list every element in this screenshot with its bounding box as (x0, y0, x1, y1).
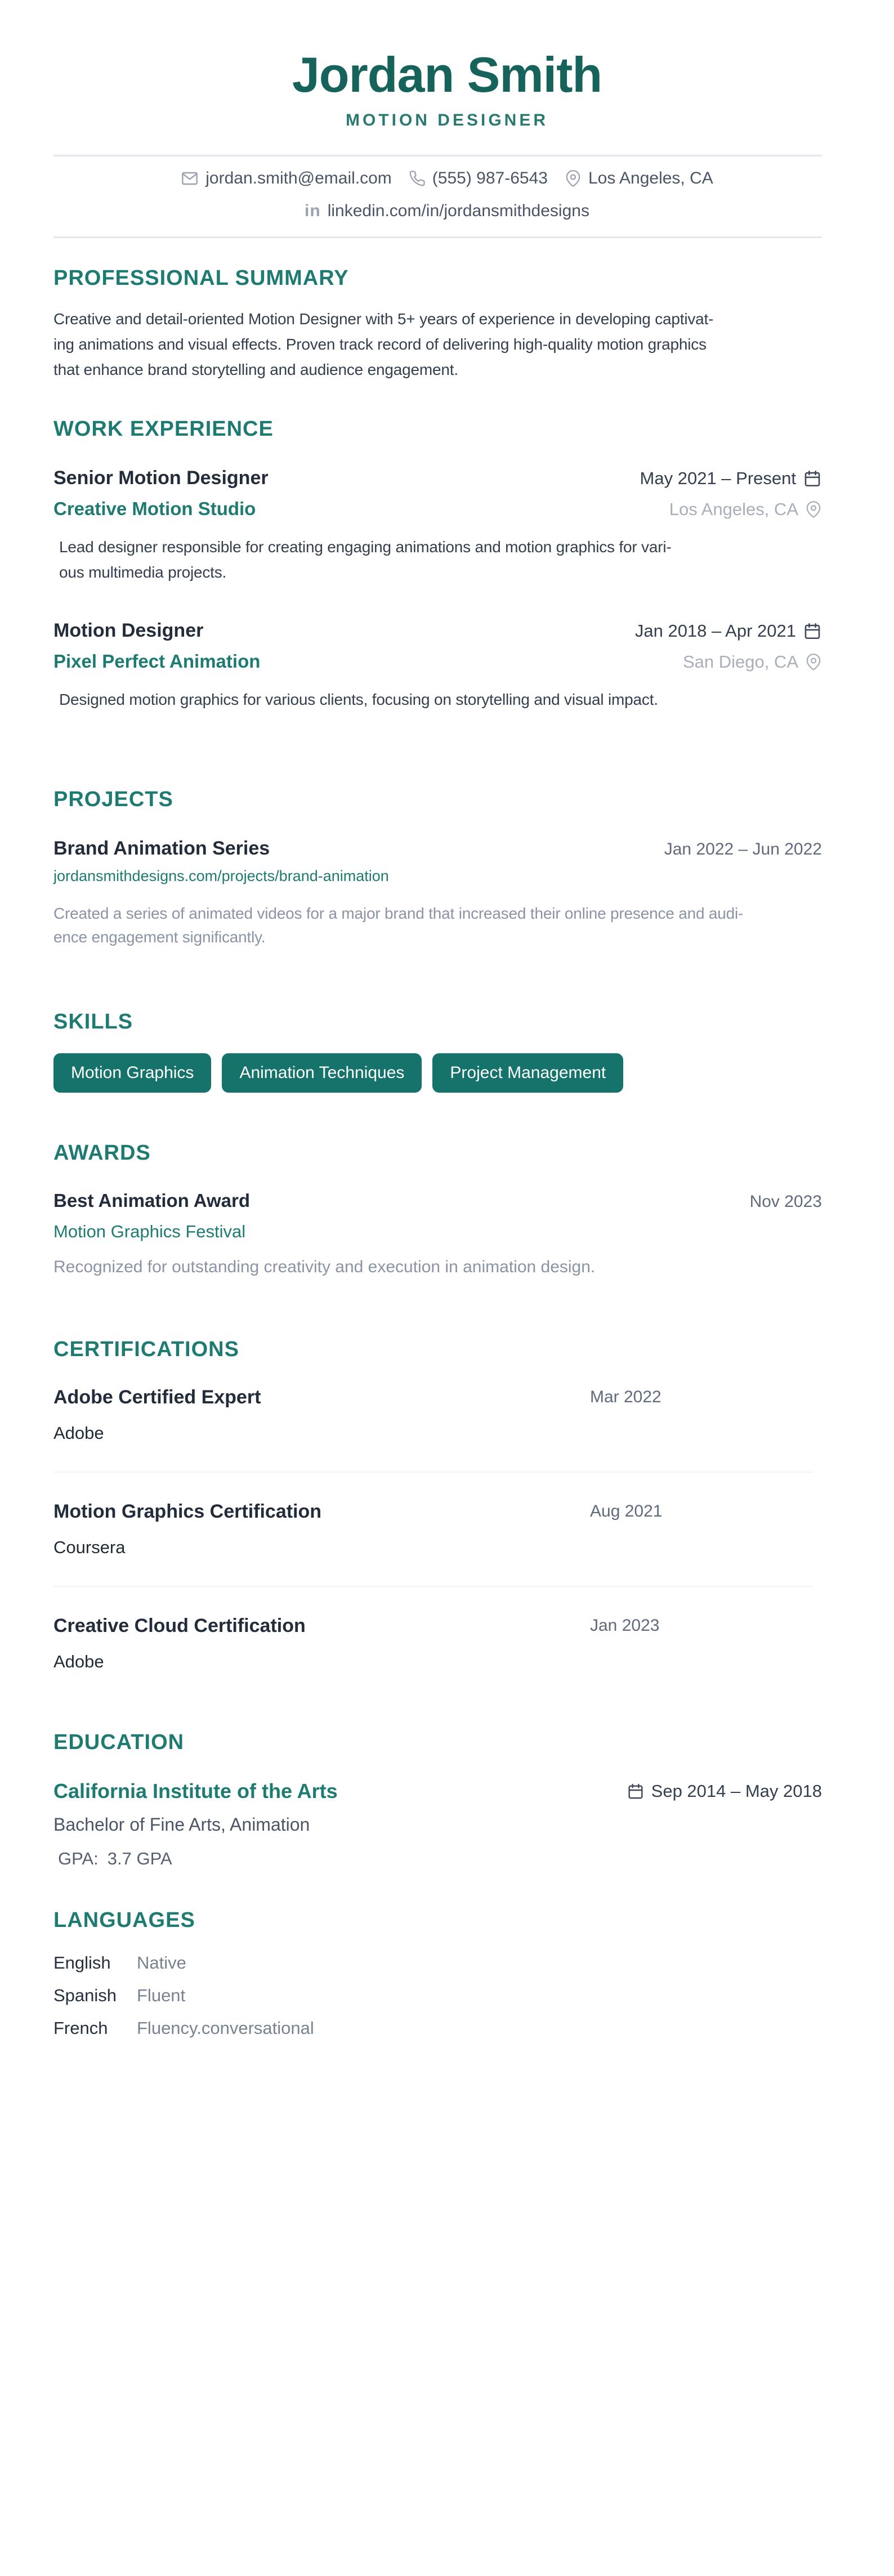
language-row (53, 1985, 822, 2006)
certification-issuer: Coursera (53, 1537, 126, 1557)
job-location: Los Angeles, CA (669, 499, 798, 519)
project-url[interactable]: jordansmithdesigns.com/projects/brand-animation (53, 867, 389, 884)
job-dates: Jan 2018 – Apr 2021 (634, 620, 796, 641)
summary-paragraph (53, 306, 822, 382)
project-entry (53, 838, 822, 949)
job-company: Pixel Perfect Animation (53, 650, 261, 672)
map-pin-icon (565, 170, 582, 187)
candidate-name: Jordan Smith (292, 47, 602, 102)
work-experience-heading: WORK EXPERIENCE (53, 417, 274, 441)
certifications-heading: CERTIFICATIONS (53, 1337, 239, 1361)
certification-date: Jan 2023 (590, 1616, 660, 1635)
project-description-line: Created a series of animated videos for a major brand that increased their online presence and audi- (53, 904, 744, 922)
contact-phone-text: (555) 987-6543 (432, 168, 548, 187)
job-company: Creative Motion Studio (53, 498, 256, 519)
section-professional-summary (53, 266, 822, 382)
section-skills (53, 1010, 822, 1093)
skill-badge: Project Management (432, 1053, 623, 1093)
section-projects (53, 788, 822, 949)
section-certifications (53, 1338, 822, 1672)
contact-email (181, 169, 392, 188)
contact-phone (409, 169, 548, 188)
gpa-value: 3.7 GPA (107, 1848, 172, 1868)
email-icon (181, 169, 199, 187)
education-dates: Sep 2014 – May 2018 (651, 1781, 822, 1801)
skills-list (53, 1053, 822, 1093)
certification-entry (53, 1501, 822, 1558)
language-fluency: Native (137, 1952, 186, 1973)
certification-divider (53, 1472, 813, 1473)
contact-linkedin (305, 202, 589, 221)
certification-name: Motion Graphics Certification (53, 1500, 322, 1522)
candidate-job-title: MOTION DESIGNER (345, 110, 548, 129)
award-date: Nov 2023 (749, 1192, 822, 1211)
certification-issuer: Adobe (53, 1423, 104, 1443)
award-description: Recognized for outstanding creativity and execution in animation design. (53, 1257, 596, 1276)
certification-entry (53, 1387, 822, 1443)
education-degree: Bachelor of Fine Arts, Animation (53, 1814, 310, 1835)
language-row (53, 1953, 822, 1973)
education-heading: EDUCATION (53, 1730, 185, 1754)
education-gpa (53, 1849, 822, 1869)
education-school: California Institute of the Arts (53, 1779, 338, 1803)
section-languages (53, 1908, 822, 2038)
section-education (53, 1730, 822, 1869)
language-name: English (53, 1952, 111, 1973)
section-awards (53, 1141, 822, 1277)
job-description (53, 534, 822, 585)
header-divider-bottom (53, 236, 822, 238)
award-name: Best Animation Award (53, 1189, 250, 1211)
header-divider-top (53, 155, 822, 156)
linkedin-icon: in (305, 201, 321, 220)
certification-entry (53, 1615, 822, 1672)
contact-email-text[interactable]: jordan.smith@email.com (205, 168, 392, 187)
job-description-line: Lead designer responsible for creating engaging animations and motion graphics for vari- (59, 538, 672, 556)
language-row (53, 2018, 822, 2038)
certification-issuer: Adobe (53, 1651, 104, 1671)
contact-row-primary (53, 169, 841, 188)
calendar-icon (803, 469, 822, 488)
gpa-label: GPA: (58, 1848, 99, 1868)
job-location: San Diego, CA (682, 651, 798, 672)
languages-list (53, 1953, 822, 2038)
contact-row-secondary (53, 202, 841, 221)
certification-divider (53, 1586, 813, 1587)
calendar-icon (627, 1782, 645, 1800)
award-entry (53, 1190, 822, 1277)
projects-heading: PROJECTS (53, 787, 173, 811)
job-dates: May 2021 – Present (640, 468, 796, 488)
contact-location (565, 169, 713, 188)
skill-badge: Motion Graphics (53, 1053, 211, 1093)
job-description-line: Designed motion graphics for various clients, focusing on storytelling and visual impact. (59, 690, 658, 708)
project-description (53, 902, 822, 949)
certification-date: Mar 2022 (590, 1387, 661, 1406)
project-name: Brand Animation Series (53, 837, 270, 859)
job-title: Motion Designer (53, 619, 204, 641)
job-description (53, 687, 822, 712)
skills-heading: SKILLS (53, 1009, 133, 1034)
summary-line: that enhance brand storytelling and audience engagement. (53, 360, 458, 378)
phone-icon (409, 170, 426, 187)
language-name: French (53, 2018, 108, 2038)
project-description-line: ence engagement significantly. (53, 928, 266, 946)
languages-heading: LANGUAGES (53, 1908, 195, 1932)
summary-heading: PROFESSIONAL SUMMARY (53, 266, 349, 290)
map-pin-icon (805, 501, 822, 518)
calendar-icon (803, 621, 822, 641)
language-fluency: Fluent (137, 1985, 186, 2005)
project-dates: Jan 2022 – Jun 2022 (664, 839, 822, 858)
job-description-line: ous multimedia projects. (59, 563, 227, 581)
certification-name: Adobe Certified Expert (53, 1386, 261, 1408)
summary-line: ing animations and visual effects. Proven track record of delivering high-quality motion graphics (53, 335, 707, 353)
job-title: Senior Motion Designer (53, 467, 269, 489)
resume-page (0, 47, 894, 2576)
language-name: Spanish (53, 1985, 117, 2005)
skill-badge: Animation Techniques (222, 1053, 422, 1093)
certification-date: Aug 2021 (590, 1501, 663, 1520)
summary-line: Creative and detail-oriented Motion Designer with 5+ years of experience in developing captivat- (53, 310, 714, 328)
job-entry (53, 620, 822, 712)
award-awarder: Motion Graphics Festival (53, 1221, 246, 1241)
certification-name: Creative Cloud Certification (53, 1615, 306, 1636)
map-pin-icon (805, 654, 822, 670)
contact-location-text: Los Angeles, CA (588, 168, 713, 187)
job-entry (53, 467, 822, 585)
section-work-experience (53, 417, 822, 712)
awards-heading: AWARDS (53, 1141, 151, 1165)
contact-linkedin-text[interactable]: linkedin.com/in/jordansmithdesigns (327, 201, 589, 220)
language-fluency: Fluency.conversational (137, 2018, 314, 2038)
